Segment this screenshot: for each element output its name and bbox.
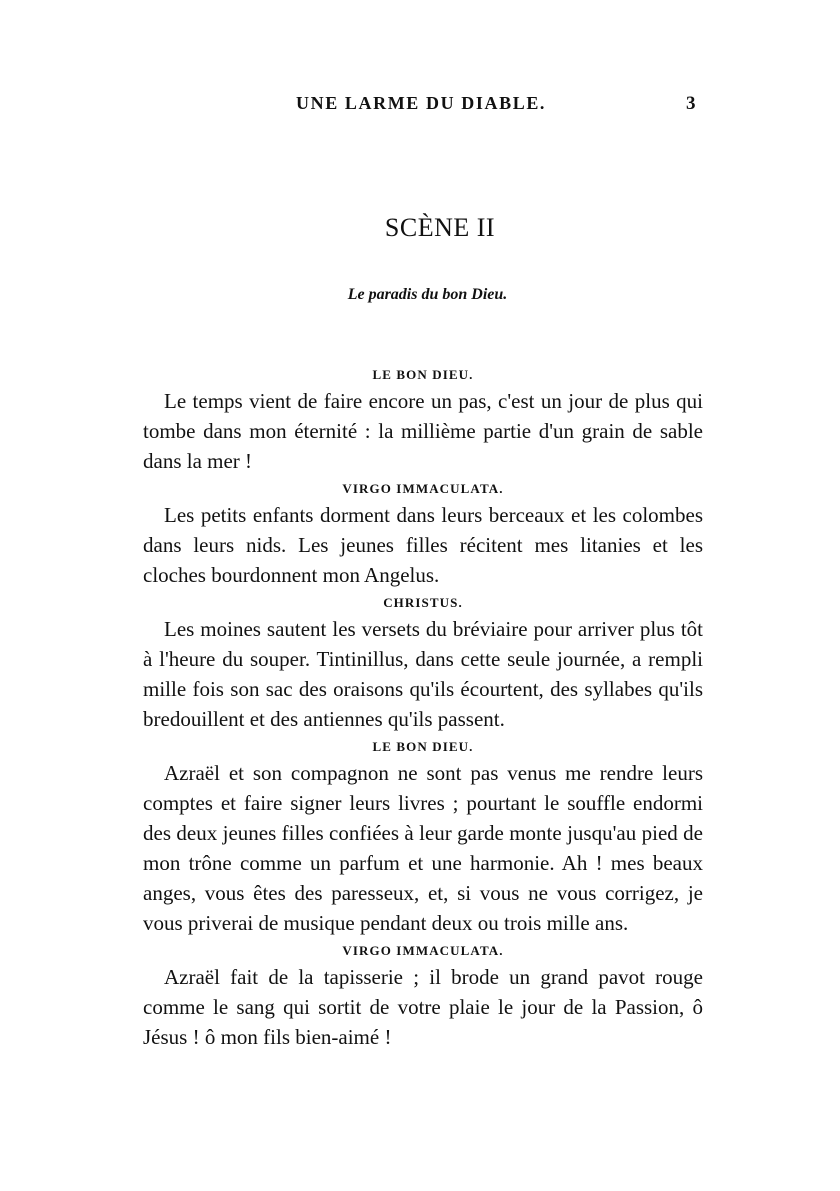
speaker-name: VIRGO IMMACULATA. bbox=[342, 481, 504, 496]
speaker-name: VIRGO IMMACULATA. bbox=[342, 943, 504, 958]
running-head: UNE LARME DU DIABLE. bbox=[296, 93, 547, 113]
speaker-name: LE BON DIEU. bbox=[372, 367, 474, 382]
speaker-name: CHRISTUS. bbox=[383, 595, 463, 610]
speech: Les petits enfants dorment dans leurs berceaux et les colombes dans leurs nids. Les jeunes filles récitent mes litanies et les cloches bourdonnent mon Angelus. bbox=[143, 503, 703, 587]
page-number: 3 bbox=[686, 93, 696, 114]
scene-setting: Le paradis du bon Dieu. bbox=[347, 286, 508, 303]
speech: Les moines sautent les versets du bréviaire pour arriver plus tôt à l'heure du souper. Tintinillus, dans cette seule journée, a rempli mille fois son sac des oraisons qu'ils écourtent, des syllabes qu'ils bredouillent et des antiennes qu'ils passent. bbox=[143, 617, 703, 731]
speaker-name: LE BON DIEU. bbox=[372, 739, 474, 754]
dialogue bbox=[143, 366, 703, 1056]
speech: Le temps vient de faire encore un pas, c'est un jour de plus qui tombe dans mon éternité : la millième partie d'un grain de sable dans la mer ! bbox=[143, 389, 703, 473]
scene-title: SCÈNE II bbox=[384, 213, 496, 242]
speech: Azraël fait de la tapisserie ; il brode un grand pavot rouge comme le sang qui sortit de votre plaie le jour de la Passion, ô Jésus ! ô mon fils bien-aimé ! bbox=[143, 965, 703, 1049]
speech: Azraël et son compagnon ne sont pas venus me rendre leurs comptes et faire signer leurs livres ; pourtant le souffle endormi des deux jeunes filles confiées à leur garde monte jusqu'au pied de mon trône comme un parfum et une harmonie. Ah ! mes beaux anges, vous êtes des paresseux, et, si vous ne vous corrigez, je vous priverai de musique pendant deux ou trois mille ans. bbox=[143, 761, 703, 935]
